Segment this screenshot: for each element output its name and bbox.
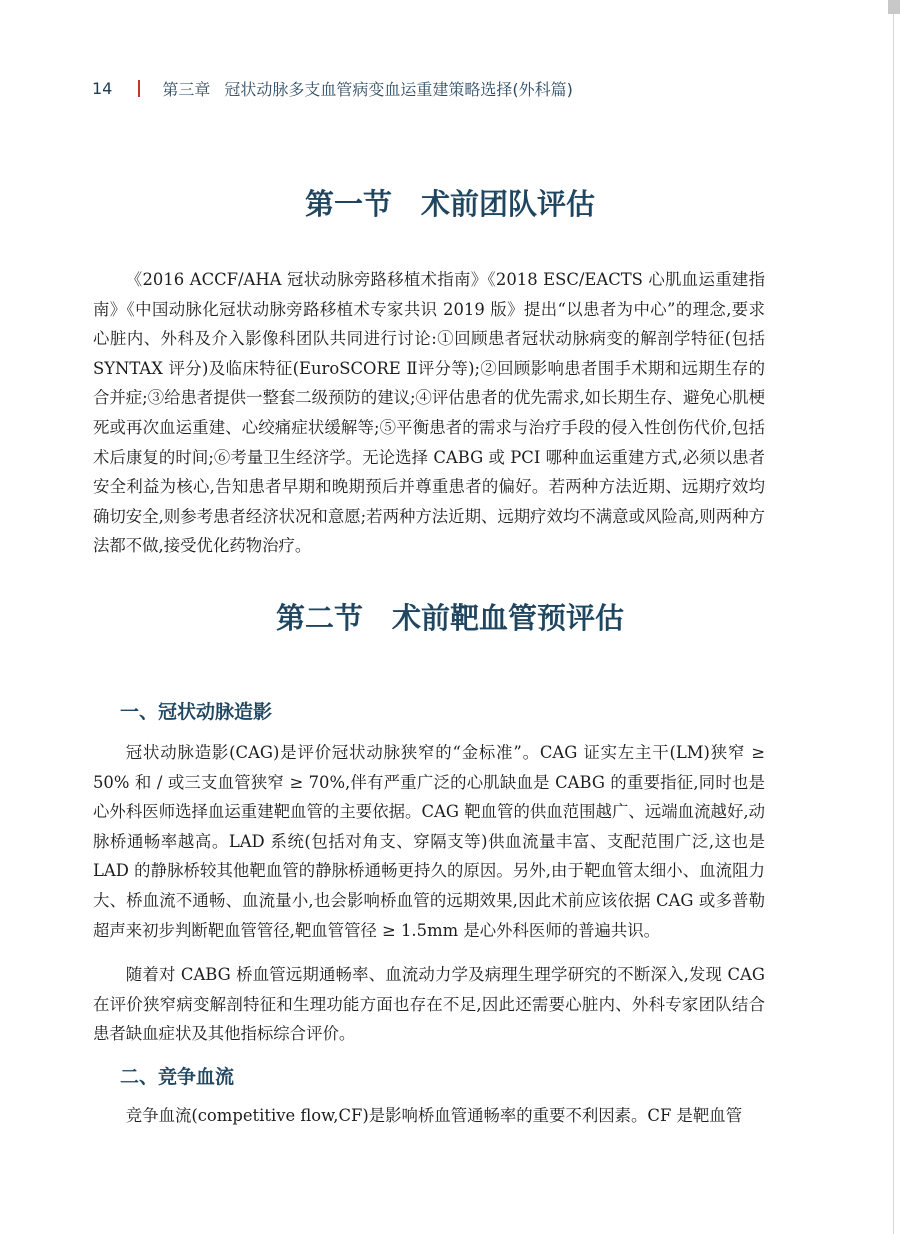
subsection-1-heading: 一、冠状动脉造影 [120,701,273,723]
subsection-1-paragraph-2: 随着对 CABG 桥血管远期通畅率、血流动力学及病理生理学研究的不断深入,发现 CAG 在评价狭窄病变解剖特征和生理功能方面也存在不足,因此还需要心脏内、外科专家团队结合患者缺血症状及其他指标综合评价。 [93,965,765,1044]
subsection-1-paragraph-1: 冠状动脉造影(CAG)是评价冠状动脉狭窄的“金标准”。CAG 证实左主干(LM)狭窄 ≥ 50% 和 / 或三支血管狭窄 ≥ 70%,伴有严重广泛的心肌缺血是 CABG 的重要指征,同时也是心外科医师选择血运重建靶血管的主要依据。CAG 靶血管的供血范围越广、远端血流越好,动脉桥通畅率越高。LAD 系统(包括对角支、穿隔支等)供血流量丰富、支配范围广泛,这也是 LAD 的静脉桥较其他靶血管的静脉桥通畅更持久的原因。另外,由于靶血管太细小、血流阻力大、桥血流不通畅、血流量小,也会影响桥血管的远期效果,因此术前应该依据 CAG 或多普勒超声来初步判断靶血管管径,靶血管管径 ≥ 1.5mm 是心外科医师的普遍共识。 [93,743,765,940]
chapter-title: 冠状动脉多支血管病变血运重建策略选择(外科篇) [224,79,573,99]
section-1-title: 第一节 术前团队评估 [304,187,595,221]
page-number: 14 [92,78,113,98]
subsection-2-heading: 二、竞争血流 [120,1066,235,1088]
running-header [92,74,573,102]
header-divider [138,80,140,97]
section-1-paragraph: 《2016 ACCF/AHA 冠状动脉旁路移植术指南》《2018 ESC/EACTS 心肌血运重建指南》《中国动脉化冠状动脉旁路移植术专家共识 2019 版》提出“以患者为中心”的理念,要求心脏内、外科及介入影像科团队共同进行讨论:①回顾患者冠状动脉病变的解剖学特征(包括 SYNTAX 评分)及临床特征(EuroSCORE Ⅱ评分等);②回顾影响患者围手术期和远期生存的合并症;③给患者提供一整套二级预防的建议;④评估患者的优先需求,如长期生存、避免心肌梗死或再次血运重建、心绞痛症状缓解等;⑤平衡患者的需求与治疗手段的侵入性创伤代价,包括术后康复的时间;⑥考量卫生经济学。无论选择 CABG 或 PCI 哪种血运重建方式,必须以患者安全利益为核心,告知患者早期和晚期预后并尊重患者的偏好。若两种方法近期、远期疗效均确切安全,则参考患者经济状况和意愿;若两种方法近期、远期疗效均不满意或风险高,则两种方法都不做,接受优化药物治疗。 [93,270,765,556]
section-2-title: 第二节 术前靶血管预评估 [275,601,624,635]
subsection-2-paragraph: 竞争血流(competitive flow,CF)是影响桥血管通畅率的重要不利因素。CF 是靶血管 [125,1106,743,1125]
chapter-label: 第三章 [162,79,211,99]
page-corner-mark [888,0,900,14]
